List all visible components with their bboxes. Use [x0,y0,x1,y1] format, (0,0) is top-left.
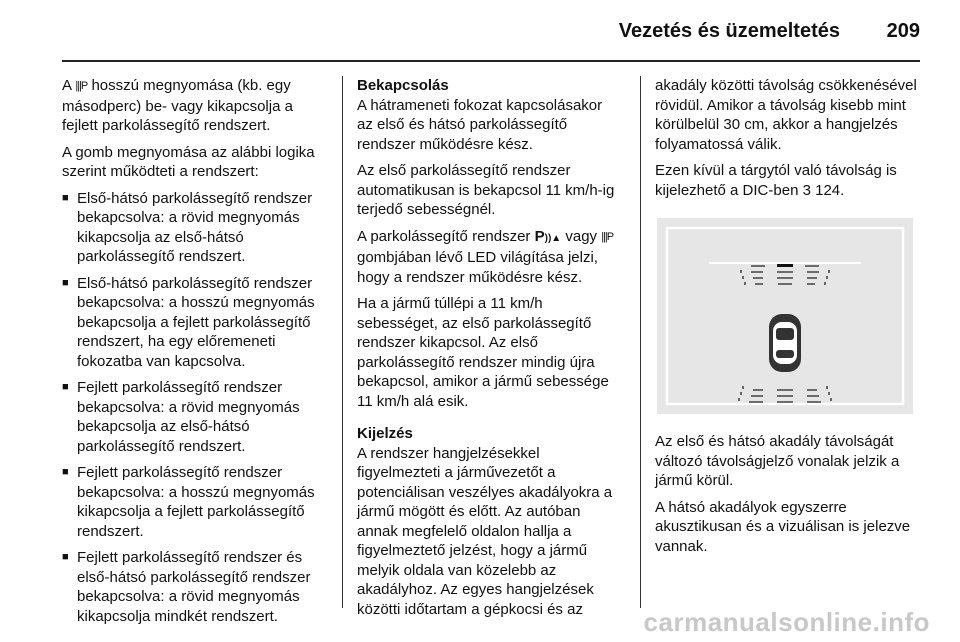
paragraph: akadály közötti távolság csökkenésével rövidül. Amikor a távolság kisebb mint körülbelül 30 cm, akkor a hangjelzés folyamatossá válik. [655,77,917,153]
parking-distance-diagram [657,218,913,414]
page-title: Vezetés és üzemeltetés [618,20,840,42]
paragraph [655,161,925,200]
page-reference: 3 124. [802,181,845,199]
column-divider [640,76,641,608]
list-item: ■ Fejlett parkolássegítő rendszer és első-hátsó parkolássegítő rendszer bekapcsolva: a rövid megnyomás kikapcsolja mindkét rendszert. [62,548,330,626]
paragraph: A hátsó akadályok egyszerre akusztikusan és a vizuálisan is jelezve vannak. [655,498,911,555]
text: vagy [565,227,598,245]
list-item: ■ Fejlett parkolássegítő rendszer bekapcsolva: a hosszú megnyomás kikapcsolja a fejlett parkolássegítő rendszert. [62,463,330,541]
list-item: ■ Első-hátsó parkolássegítő rendszer bekapcsolva: a rövid megnyomás kikapcsolja az első-hátsó parkolássegítő rendszert. [62,189,330,267]
column-1 [62,76,330,625]
paragraph: Az első parkolássegítő rendszer automatikusan is bekapcsol 11 km/h-ig terjedő sebességnél. [357,162,615,218]
text: Ezen kívül a tárgytól való távolság is kijelezhető a DIC-ben [655,162,897,199]
paragraph [62,76,330,136]
section-heading: Bekapcsolás [357,77,449,94]
column-3 [655,76,925,608]
paragraph: A gomb megnyomása az alábbi logika szerint működteti a rendszert: [62,143,315,180]
page-header [62,20,920,62]
text: hosszú megnyomása (kb. egy másodperc) be- vagy kikapcsolja a fejlett parkolássegítő rendszert. [62,77,293,134]
text: gombjában lévő LED világítása jelzi, hogy a rendszer működésre kész. [357,249,598,286]
column-2 [357,76,622,618]
paragraph: A hátrameneti fokozat kapcsolásakor az első és hátsó parkolássegítő rendszer működésre kész. [357,96,603,153]
parking-sensor-button-icon: |||P [75,80,88,92]
parking-sensor-button-icon: |||P [601,230,614,243]
paragraph [357,227,622,288]
section-heading: Kijelzés [357,425,413,442]
column-divider [342,76,343,608]
parking-p-icon: P))▲ [534,227,562,245]
watermark: carmanualsonline.info [643,607,930,637]
parking-diagram-graphic [657,218,913,414]
text: A [62,77,72,94]
list-item: ■ Első-hátsó parkolássegítő rendszer bekapcsolva: a hosszú megnyomás bekapcsolja a fejlett parkolássegítő rendszert, ha egy előremeneti fokozatba van kapcsolva. [62,274,330,372]
page-number: 209 [886,20,920,42]
list-item: ■ Fejlett parkolássegítő rendszer bekapcsolva: a rövid megnyomás bekapcsolja az első-hátsó parkolássegítő rendszert. [62,378,330,456]
paragraph: Az első és hátsó akadály távolságát változó távolságjelző vonalak jelzik a jármű körül. [655,433,900,489]
paragraph: A rendszer hangjelzésekkel figyelmezteti a járművezetőt a potenciálisan veszélyes akadályokra a jármű mögött és előtt. Az autóban annak megfelelő oldalon hallja a figyelmeztető jelzést, hogy a jármű melyik oldala van közelebb az akadályhoz. Az egyes hangjelzések közötti időtartam a gépkocsi és az [357,444,613,618]
paragraph: Ha a jármű túllépi a 11 km/h sebességet, az első parkolássegítő rendszer kikapcsol. Az első parkolássegítő rendszer mindig újra bekapcsol, amikor a jármű sebessége 11 km/h alá esik. [357,295,609,410]
text: A parkolássegítő rendszer [357,227,531,245]
